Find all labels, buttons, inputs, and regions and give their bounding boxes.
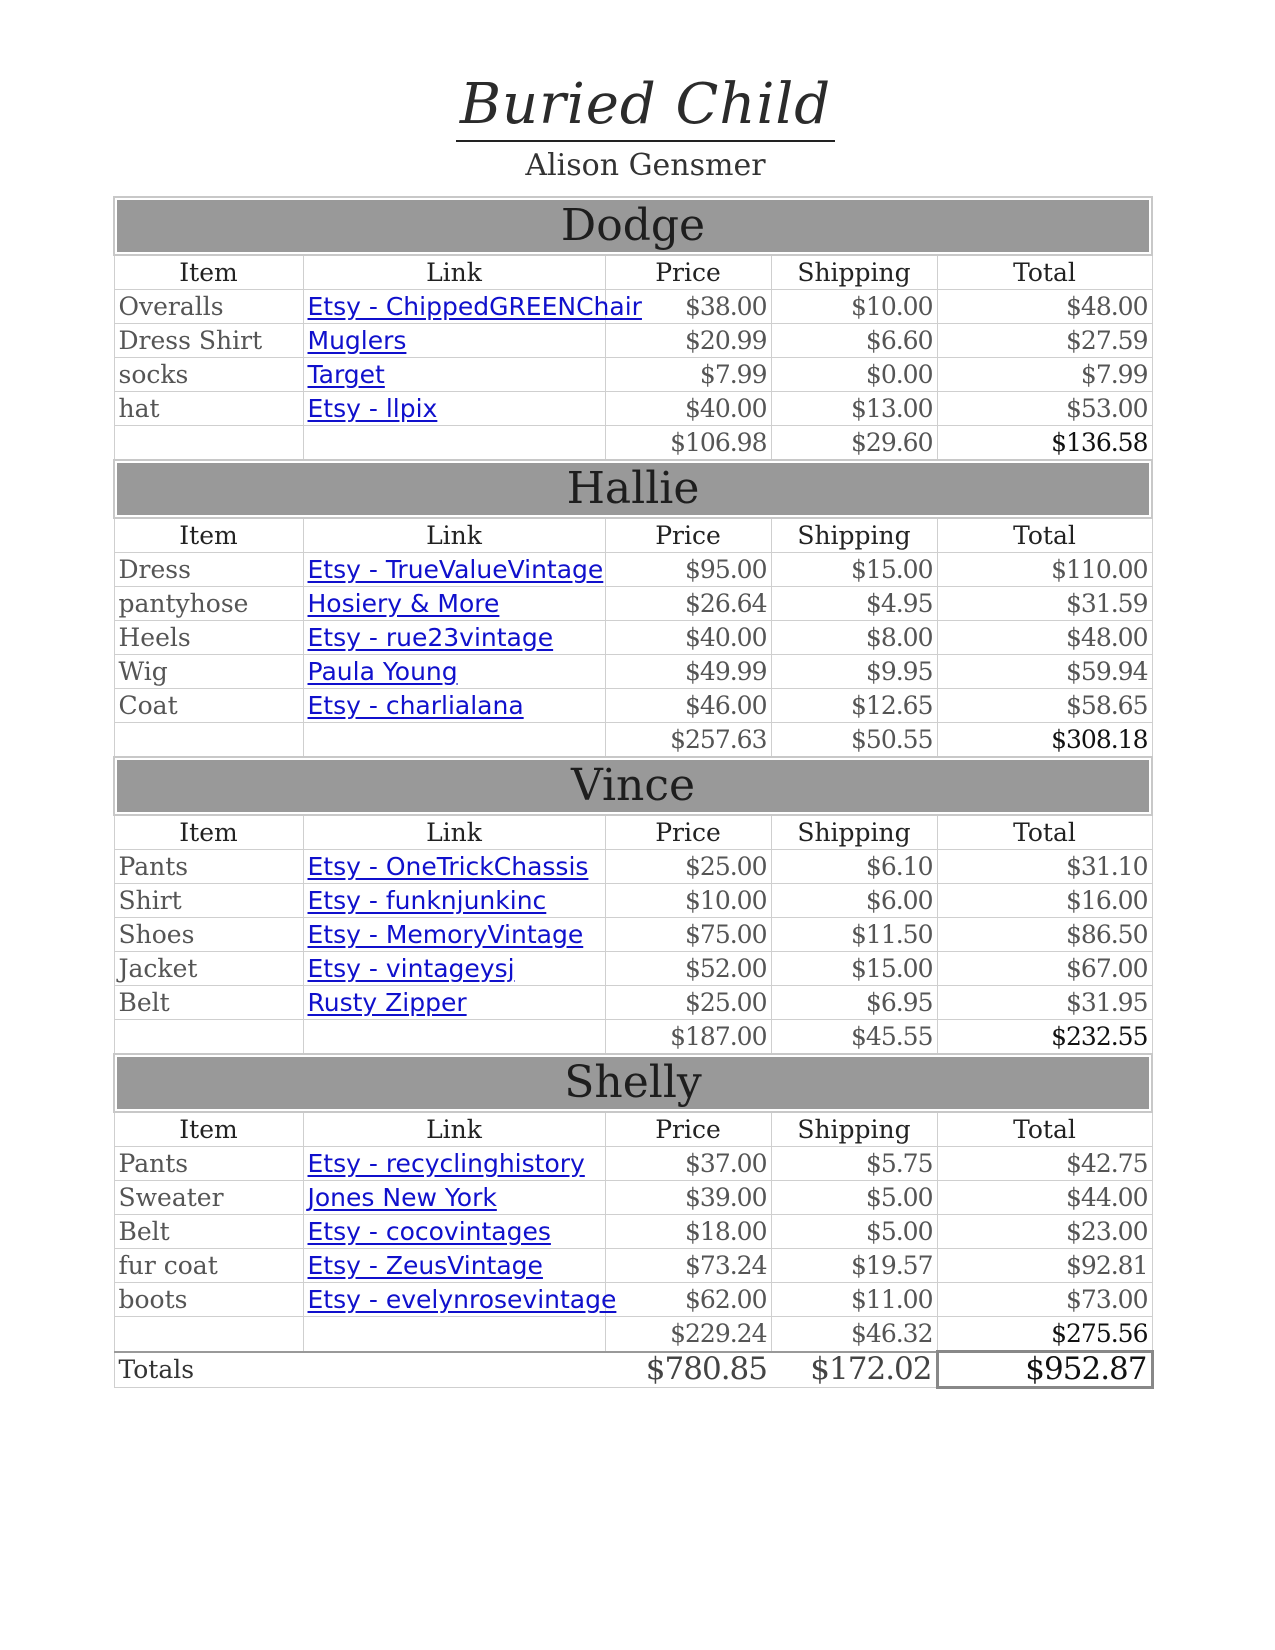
subtotal-shipping: $50.55 bbox=[771, 723, 937, 758]
total-cell: $31.95 bbox=[937, 986, 1152, 1020]
table-row bbox=[114, 689, 1152, 723]
item-name: Wig bbox=[114, 655, 303, 689]
total-cell: $48.00 bbox=[937, 290, 1152, 324]
vendor-link[interactable]: Etsy - funknjunkinc bbox=[307, 886, 547, 915]
price-cell: $37.00 bbox=[605, 1147, 771, 1181]
price-cell: $10.00 bbox=[605, 884, 771, 918]
link-cell bbox=[303, 290, 642, 324]
shipping-cell: $6.10 bbox=[771, 850, 937, 884]
link-cell bbox=[303, 587, 605, 621]
shipping-cell: $8.00 bbox=[771, 621, 937, 655]
subtotal-empty-item bbox=[114, 723, 303, 758]
subtotal-shipping: $46.32 bbox=[771, 1317, 937, 1352]
totals-price: $780.85 bbox=[605, 1352, 771, 1388]
total-cell: $16.00 bbox=[937, 884, 1152, 918]
column-header-price: Price bbox=[605, 255, 771, 290]
vendor-link[interactable]: Target bbox=[307, 360, 385, 389]
column-header-item: Item bbox=[114, 255, 303, 290]
section-title: Hallie bbox=[114, 460, 1152, 518]
total-cell: $23.00 bbox=[937, 1215, 1152, 1249]
subtotal-price: $257.63 bbox=[605, 723, 771, 758]
price-cell: $62.00 bbox=[605, 1283, 771, 1317]
column-header-total: Total bbox=[937, 518, 1152, 553]
shipping-cell: $6.00 bbox=[771, 884, 937, 918]
subtotal-empty-link bbox=[303, 426, 605, 461]
item-name: Pants bbox=[114, 1147, 303, 1181]
section-band bbox=[114, 757, 1152, 815]
vendor-link[interactable]: Etsy - cocovintages bbox=[307, 1217, 551, 1246]
price-cell: $46.00 bbox=[605, 689, 771, 723]
item-name: socks bbox=[114, 358, 303, 392]
column-header-shipping: Shipping bbox=[771, 518, 937, 553]
link-cell bbox=[303, 952, 605, 986]
item-name: Jacket bbox=[114, 952, 303, 986]
vendor-link[interactable]: Etsy - ChippedGREENChair bbox=[307, 292, 642, 321]
column-header-item: Item bbox=[114, 815, 303, 850]
subtotal-total: $136.58 bbox=[937, 426, 1152, 461]
item-name: Overalls bbox=[114, 290, 303, 324]
price-cell: $20.99 bbox=[605, 324, 771, 358]
column-header-item: Item bbox=[114, 1112, 303, 1147]
column-header-link: Link bbox=[303, 815, 605, 850]
vendor-link[interactable]: Etsy - TrueValueVintage bbox=[307, 555, 604, 584]
column-header-link: Link bbox=[303, 518, 605, 553]
vendor-link[interactable]: Etsy - rue23vintage bbox=[307, 623, 554, 652]
shipping-cell: $5.75 bbox=[771, 1147, 937, 1181]
table-row bbox=[114, 952, 1152, 986]
total-cell: $86.50 bbox=[937, 918, 1152, 952]
subtotal-empty-link bbox=[303, 1020, 605, 1055]
item-name: Sweater bbox=[114, 1181, 303, 1215]
column-header-price: Price bbox=[605, 815, 771, 850]
total-cell: $58.65 bbox=[937, 689, 1152, 723]
price-cell: $95.00 bbox=[605, 553, 771, 587]
column-header-shipping: Shipping bbox=[771, 255, 937, 290]
table-row bbox=[114, 324, 1152, 358]
total-cell: $48.00 bbox=[937, 621, 1152, 655]
subtotal-price: $229.24 bbox=[605, 1317, 771, 1352]
shipping-cell: $15.00 bbox=[771, 952, 937, 986]
subtotal-row bbox=[114, 723, 1152, 758]
price-cell: $26.64 bbox=[605, 587, 771, 621]
price-cell: $73.24 bbox=[605, 1249, 771, 1283]
table-row bbox=[114, 1283, 1152, 1317]
grand-totals-row bbox=[114, 1352, 1152, 1388]
subtotal-empty-item bbox=[114, 426, 303, 461]
column-header-total: Total bbox=[937, 815, 1152, 850]
total-cell: $42.75 bbox=[937, 1147, 1152, 1181]
totals-shipping: $172.02 bbox=[771, 1352, 937, 1388]
table-row bbox=[114, 850, 1152, 884]
vendor-link[interactable]: Jones New York bbox=[307, 1183, 497, 1212]
subtotal-row bbox=[114, 1317, 1152, 1352]
link-cell bbox=[303, 918, 605, 952]
subtotal-price: $106.98 bbox=[605, 426, 771, 461]
shipping-cell: $6.95 bbox=[771, 986, 937, 1020]
total-cell: $27.59 bbox=[937, 324, 1152, 358]
item-name: Shoes bbox=[114, 918, 303, 952]
shipping-cell: $15.00 bbox=[771, 553, 937, 587]
totals-grand-total: $952.87 bbox=[937, 1352, 1152, 1388]
item-name: Pants bbox=[114, 850, 303, 884]
table-row bbox=[114, 553, 1152, 587]
shipping-cell: $11.00 bbox=[771, 1283, 937, 1317]
column-header-shipping: Shipping bbox=[771, 1112, 937, 1147]
subtotal-empty-item bbox=[114, 1317, 303, 1352]
shipping-cell: $9.95 bbox=[771, 655, 937, 689]
item-name: pantyhose bbox=[114, 587, 303, 621]
column-header-row bbox=[114, 815, 1152, 850]
price-cell: $7.99 bbox=[605, 358, 771, 392]
total-cell: $53.00 bbox=[937, 392, 1152, 426]
subtotal-shipping: $29.60 bbox=[771, 426, 937, 461]
vendor-link[interactable]: Etsy - recyclinghistory bbox=[307, 1149, 585, 1178]
column-header-total: Total bbox=[937, 1112, 1152, 1147]
section-band bbox=[114, 197, 1152, 255]
totals-spacer bbox=[303, 1352, 605, 1388]
totals-label: Totals bbox=[114, 1352, 303, 1388]
document-author: Alison Gensmer bbox=[525, 148, 766, 183]
link-cell bbox=[303, 884, 605, 918]
shipping-cell: $12.65 bbox=[771, 689, 937, 723]
column-header-price: Price bbox=[605, 1112, 771, 1147]
item-name: Dress bbox=[114, 553, 303, 587]
costume-budget-sheet bbox=[113, 196, 1151, 1389]
total-cell: $92.81 bbox=[937, 1249, 1152, 1283]
item-name: fur coat bbox=[114, 1249, 303, 1283]
subtotal-empty-link bbox=[303, 1317, 605, 1352]
price-cell: $25.00 bbox=[605, 850, 771, 884]
table-row bbox=[114, 1215, 1152, 1249]
link-cell bbox=[303, 1215, 605, 1249]
total-cell: $59.94 bbox=[937, 655, 1152, 689]
price-cell: $40.00 bbox=[605, 392, 771, 426]
price-cell: $75.00 bbox=[605, 918, 771, 952]
column-header-item: Item bbox=[114, 518, 303, 553]
table-row bbox=[114, 986, 1152, 1020]
table-row bbox=[114, 918, 1152, 952]
subtotal-empty-item bbox=[114, 1020, 303, 1055]
table-row bbox=[114, 587, 1152, 621]
subtotal-shipping: $45.55 bbox=[771, 1020, 937, 1055]
subtotal-total: $275.56 bbox=[937, 1317, 1152, 1352]
vendor-link[interactable]: Etsy - evelynrosevintage bbox=[307, 1285, 617, 1314]
shipping-cell: $11.50 bbox=[771, 918, 937, 952]
total-cell: $73.00 bbox=[937, 1283, 1152, 1317]
subtotal-empty-link bbox=[303, 723, 605, 758]
link-cell bbox=[303, 689, 605, 723]
vendor-link[interactable]: Etsy - MemoryVintage bbox=[307, 920, 584, 949]
document-header bbox=[0, 72, 1275, 183]
shipping-cell: $5.00 bbox=[771, 1181, 937, 1215]
link-cell bbox=[303, 850, 605, 884]
price-cell: $49.99 bbox=[605, 655, 771, 689]
shipping-cell: $19.57 bbox=[771, 1249, 937, 1283]
vendor-link[interactable]: Paula Young bbox=[307, 657, 458, 686]
link-cell bbox=[303, 1283, 617, 1317]
shipping-cell: $6.60 bbox=[771, 324, 937, 358]
column-header-price: Price bbox=[605, 518, 771, 553]
section-title: Shelly bbox=[114, 1054, 1152, 1112]
total-cell: $110.00 bbox=[937, 553, 1152, 587]
link-cell bbox=[303, 1249, 605, 1283]
table-row bbox=[114, 392, 1152, 426]
vendor-link[interactable]: Etsy - charlialana bbox=[307, 691, 524, 720]
link-cell bbox=[303, 1181, 605, 1215]
column-header-row bbox=[114, 518, 1152, 553]
item-name: hat bbox=[114, 392, 303, 426]
vendor-link[interactable]: Etsy - vintageysj bbox=[307, 954, 515, 983]
column-header-link: Link bbox=[303, 255, 605, 290]
vendor-link[interactable]: Etsy - OneTrickChassis bbox=[307, 852, 589, 881]
price-cell: $40.00 bbox=[605, 621, 771, 655]
price-cell: $18.00 bbox=[605, 1215, 771, 1249]
subtotal-total: $308.18 bbox=[937, 723, 1152, 758]
table-row bbox=[114, 1181, 1152, 1215]
section-title: Dodge bbox=[114, 197, 1152, 255]
item-name: boots bbox=[114, 1283, 303, 1317]
total-cell: $44.00 bbox=[937, 1181, 1152, 1215]
section-title: Vince bbox=[114, 757, 1152, 815]
table-row bbox=[114, 884, 1152, 918]
shipping-cell: $13.00 bbox=[771, 392, 937, 426]
link-cell bbox=[303, 986, 605, 1020]
shipping-cell: $5.00 bbox=[771, 1215, 937, 1249]
table-row bbox=[114, 1147, 1152, 1181]
price-cell: $39.00 bbox=[605, 1181, 771, 1215]
vendor-link[interactable]: Rusty Zipper bbox=[307, 988, 467, 1017]
table-row bbox=[114, 1249, 1152, 1283]
price-cell: $38.00 bbox=[605, 290, 771, 324]
column-header-row bbox=[114, 1112, 1152, 1147]
price-cell: $25.00 bbox=[605, 986, 771, 1020]
vendor-link[interactable]: Muglers bbox=[307, 326, 407, 355]
total-cell: $67.00 bbox=[937, 952, 1152, 986]
table-row bbox=[114, 655, 1152, 689]
table-row bbox=[114, 621, 1152, 655]
vendor-link[interactable]: Etsy - ZeusVintage bbox=[307, 1251, 543, 1280]
vendor-link[interactable]: Etsy - llpix bbox=[307, 394, 438, 423]
subtotal-row bbox=[114, 426, 1152, 461]
vendor-link[interactable]: Hosiery & More bbox=[307, 589, 500, 618]
table-row bbox=[114, 358, 1152, 392]
item-name: Heels bbox=[114, 621, 303, 655]
section-band bbox=[114, 1054, 1152, 1112]
subtotal-row bbox=[114, 1020, 1152, 1055]
total-cell: $7.99 bbox=[937, 358, 1152, 392]
column-header-shipping: Shipping bbox=[771, 815, 937, 850]
column-header-link: Link bbox=[303, 1112, 605, 1147]
budget-table bbox=[113, 196, 1154, 1389]
link-cell bbox=[303, 324, 605, 358]
total-cell: $31.59 bbox=[937, 587, 1152, 621]
item-name: Belt bbox=[114, 1215, 303, 1249]
shipping-cell: $0.00 bbox=[771, 358, 937, 392]
column-header-row bbox=[114, 255, 1152, 290]
item-name: Coat bbox=[114, 689, 303, 723]
item-name: Shirt bbox=[114, 884, 303, 918]
subtotal-price: $187.00 bbox=[605, 1020, 771, 1055]
shipping-cell: $10.00 bbox=[771, 290, 937, 324]
link-cell bbox=[303, 392, 605, 426]
shipping-cell: $4.95 bbox=[771, 587, 937, 621]
price-cell: $52.00 bbox=[605, 952, 771, 986]
item-name: Belt bbox=[114, 986, 303, 1020]
table-row bbox=[114, 290, 1152, 324]
item-name: Dress Shirt bbox=[114, 324, 303, 358]
link-cell bbox=[303, 1147, 605, 1181]
section-band bbox=[114, 460, 1152, 518]
link-cell bbox=[303, 553, 605, 587]
document-title: Buried Child bbox=[456, 72, 835, 142]
subtotal-total: $232.55 bbox=[937, 1020, 1152, 1055]
total-cell: $31.10 bbox=[937, 850, 1152, 884]
link-cell bbox=[303, 655, 605, 689]
column-header-total: Total bbox=[937, 255, 1152, 290]
link-cell bbox=[303, 621, 605, 655]
link-cell bbox=[303, 358, 605, 392]
